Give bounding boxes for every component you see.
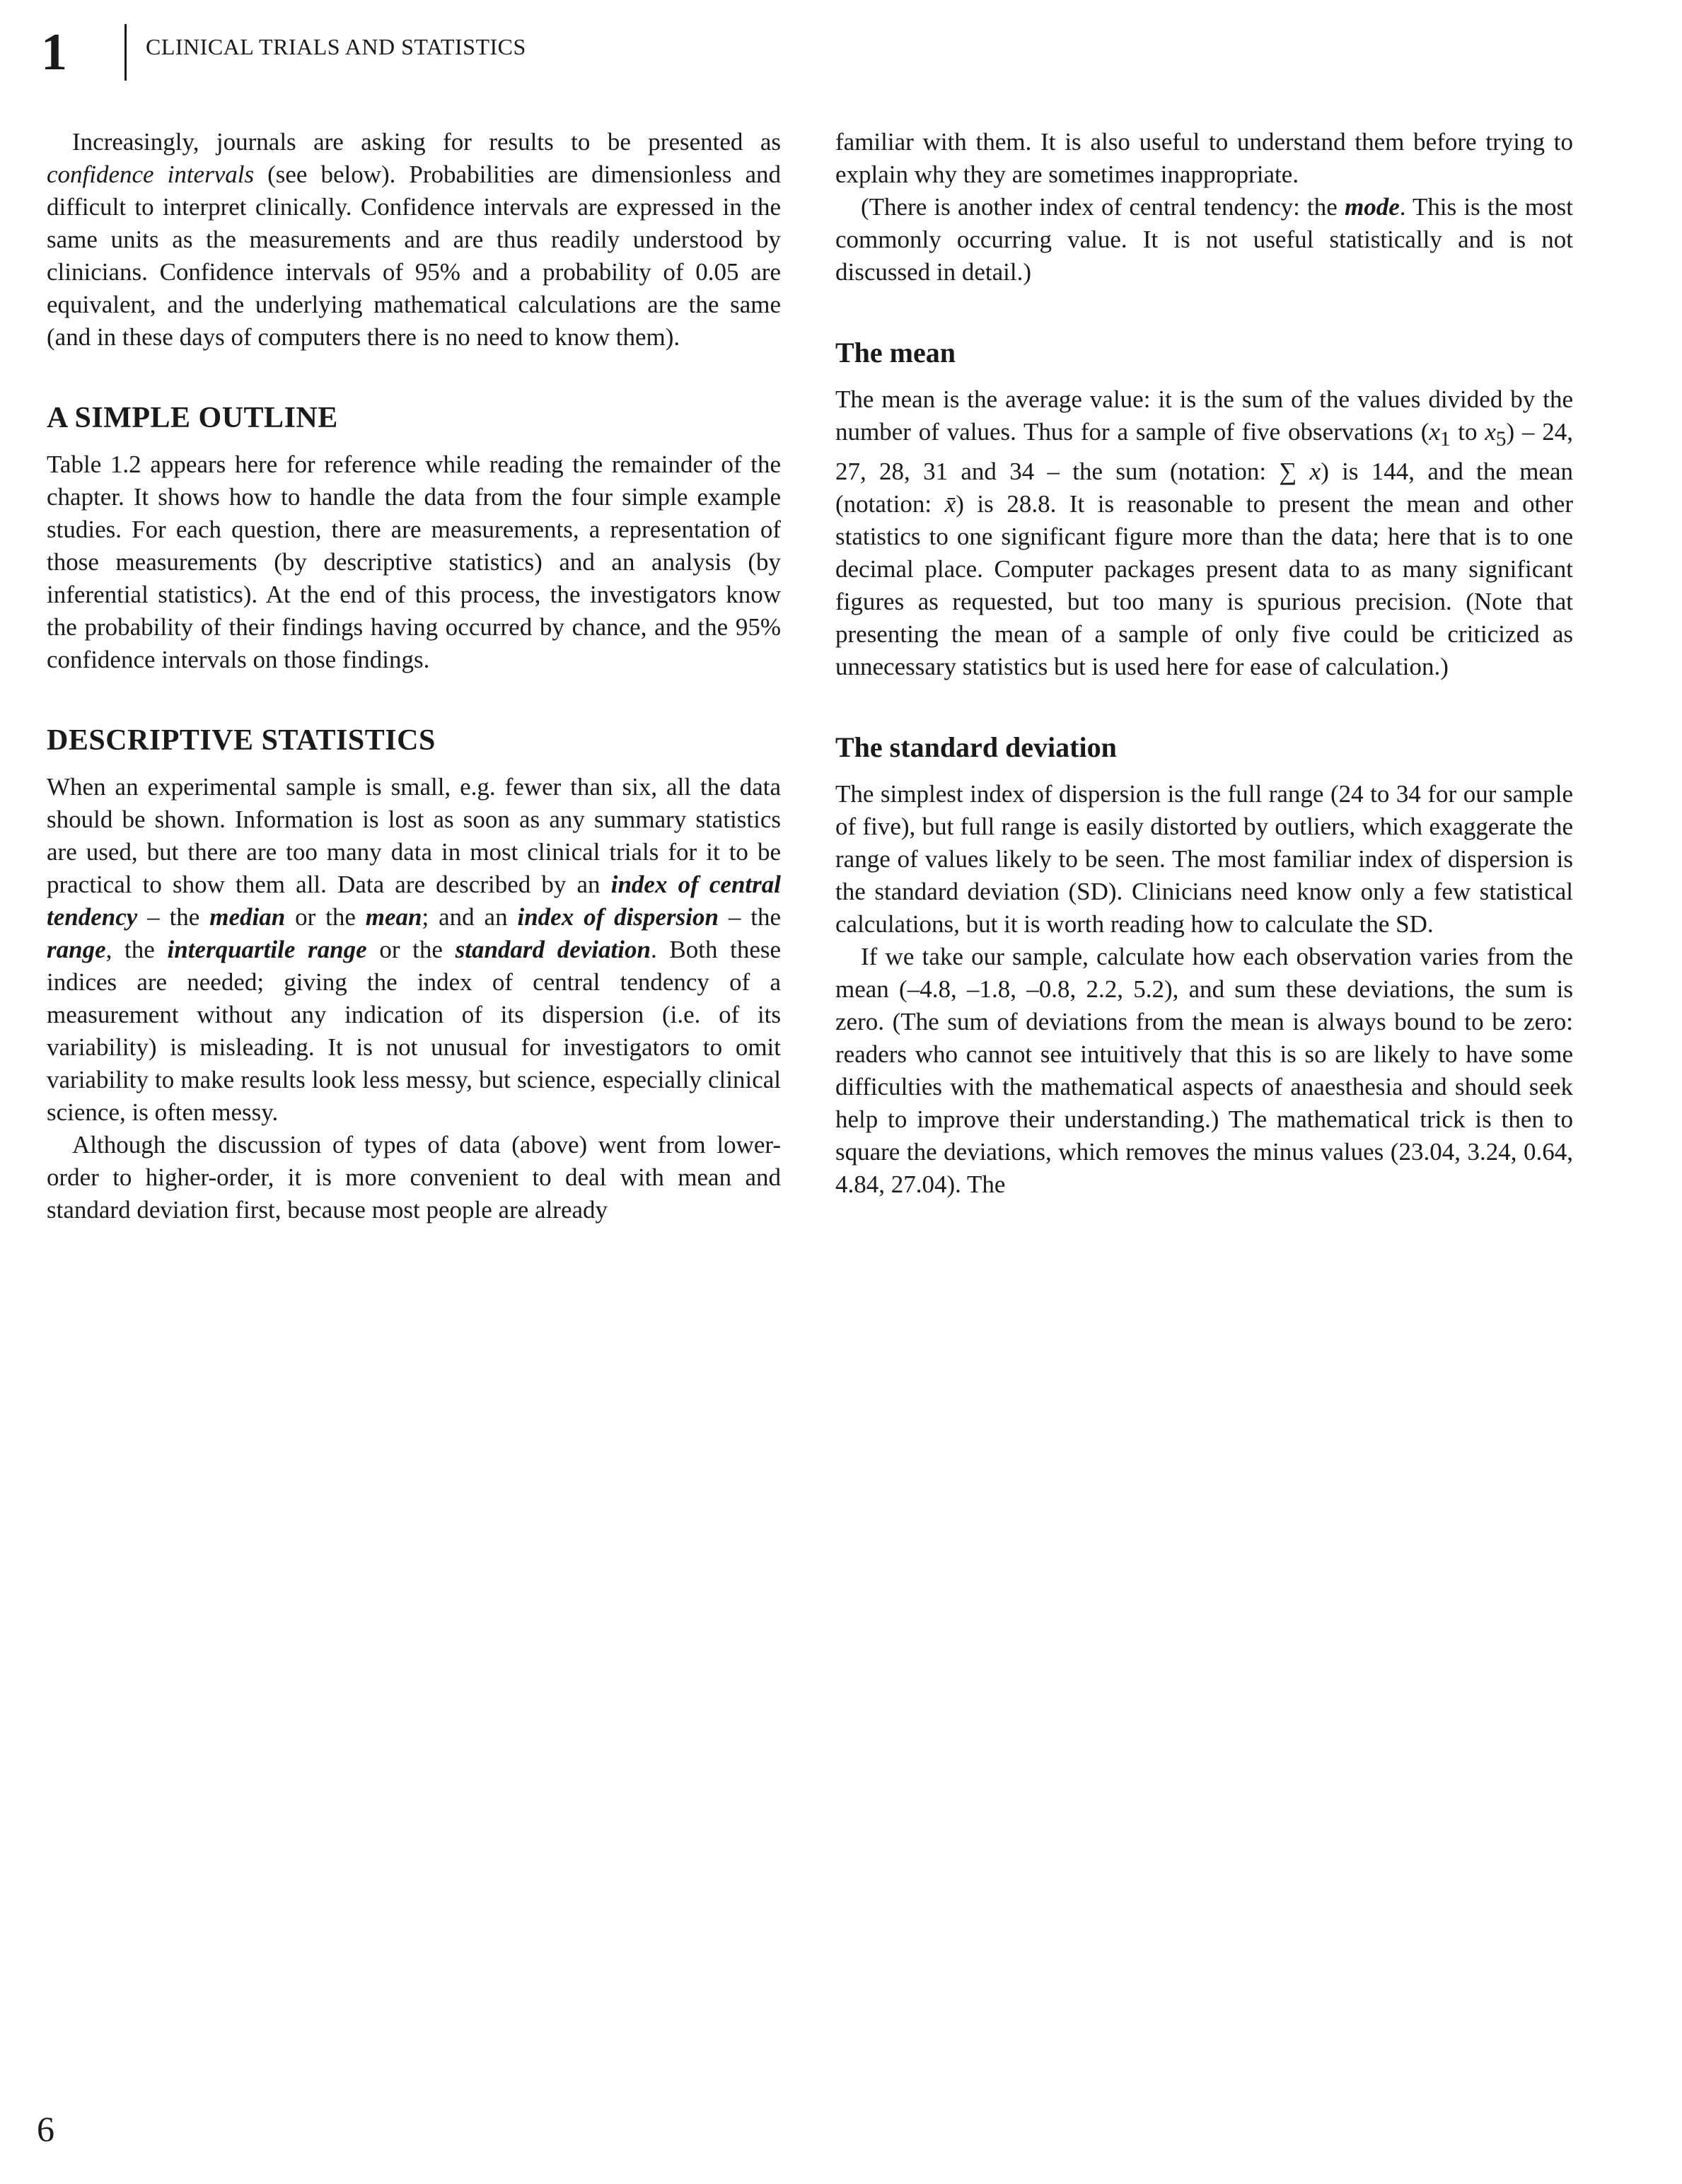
descriptive-paragraph-1: When an experimental sample is small, e.g. fewer than six, all the data should be shown. Information is lost as soon as any summary statistics are used, but there are too many data in most clinical trials for it to be practical to show them all. Data are described by an index of central tendency – the median or the mean; and an index of dispersion – the range, the interquartile range or the standard deviation. Both these indices are needed; giving the index of central tendency of a measurement without any indication of its dispersion (i.e. of its variability) is misleading. It is not unusual for investigators to omit variability to make results look less messy, but science, especially clinical science, is often messy. bbox=[47, 773, 782, 1126]
heading-simple-outline: A SIMPLE OUTLINE bbox=[47, 402, 338, 434]
running-head-title: CLINICAL TRIALS AND STATISTICS bbox=[146, 34, 526, 59]
heading-descriptive-statistics: DESCRIPTIVE STATISTICS bbox=[47, 724, 436, 757]
sd-paragraph-2: If we take our sample, calculate how each observation varies from the mean (–4.8, –1.8, –0.8, 2.2, 5.2), and sum these deviations, the sum is zero. (The sum of deviations from the mean is always bound to be zero: readers who cannot see intuitively that this is so are likely to have some difficulties with the mathematical aspects of anaesthesia and should seek help to improve their understanding.) The mathematical trick is then to square the deviations, which removes the minus values (23.04, 3.24, 0.64, 4.84, 27.04). The bbox=[835, 943, 1573, 1198]
x-bar-symbol: x̄ bbox=[944, 490, 956, 518]
intro-paragraph: Increasingly, journals are asking for results to be presented as confidence intervals (see below). Probabilities are dimensionless and difficult to interpret clinically. Confidence intervals are expressed in the same units as the measurements and are thus readily understood by clinicians. Confidence intervals of 95% and a probability of 0.05 are equivalent, and the underlying mathematical calculations are the same (and in these days of computers there is no need to know them). bbox=[47, 128, 781, 351]
sd-paragraph-1: The simplest index of dispersion is the full range (24 to 34 for our sample of five), but full range is easily distorted by outliers, which exaggerate the range of values likely to be seen. The most familiar index of dispersion is the standard deviation (SD). Clinicians need know only a few statistical calculations, but it is worth reading how to calculate the SD. bbox=[835, 780, 1573, 938]
left-column bbox=[47, 126, 781, 1226]
outline-paragraph: Table 1.2 appears here for reference while reading the remainder of the chapter. It shows how to handle the data from the four simple example studies. For each question, there are measurements, a representation of those measurements (by descriptive statistics) and an analysis (by inferential statistics). At the end of this process, the investigators know the probability of their findings having occurred by chance, and the 95% confidence intervals on those findings. bbox=[47, 451, 781, 673]
emphasis-confidence-intervals: confidence intervals bbox=[47, 161, 255, 188]
mode-paragraph: (There is another index of central tendency: the mode. This is the most commonly occurring value. It is not useful statistically and is not discussed in detail.) bbox=[835, 193, 1573, 286]
page-number: 6 bbox=[37, 2109, 54, 2149]
right-column bbox=[835, 126, 1573, 1201]
chapter-number: 1 bbox=[41, 23, 67, 81]
descriptive-paragraph-2: Although the discussion of types of data (above) went from lower-order to higher-order, it is more convenient to deal with mean and standard deviation first, because most people are already bbox=[47, 1131, 781, 1224]
mean-paragraph: The mean is the average value: it is the sum of the values divided by the number of values. Thus for a sample of five observations ($x_1$ to $x_5) - 24$, 27, 28, 31 and 34 – the sum (notation: ∑ x) is 144, and the mean (notation: x̄) is 28.8. It is reasonable to present the mean and other statistics to one significant figure more than the data; here that is to one decimal place. Computer packages present data to as many significant figures as requested, but too many is spurious precision. (Note that presenting the mean of a sample of only five could be criticized as unnecessary statistics but is used here for ease of calculation.) bbox=[835, 385, 1573, 680]
sigma-symbol: ∑ bbox=[1279, 458, 1297, 485]
heading-standard-deviation: The standard deviation bbox=[835, 731, 1117, 763]
heading-the-mean: The mean bbox=[835, 337, 956, 368]
continuation-paragraph: familiar with them. It is also useful to understand them before trying to explain why they are sometimes inappropriate. bbox=[835, 128, 1573, 188]
running-head-divider bbox=[124, 24, 127, 81]
